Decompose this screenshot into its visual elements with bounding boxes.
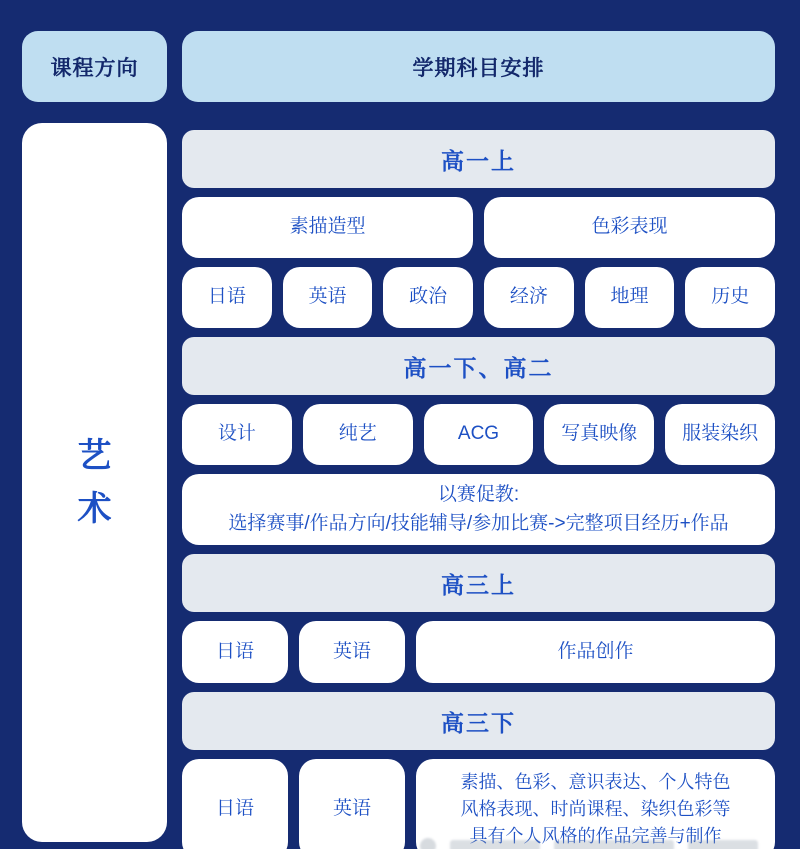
category-art-box xyxy=(22,123,167,842)
description-line: 风格表现、时尚课程、染织色彩等 xyxy=(460,798,731,819)
subject-row xyxy=(182,267,775,328)
subject-box: 设计 xyxy=(182,404,292,465)
description-line: 以赛促教: xyxy=(437,484,520,505)
description-box xyxy=(182,474,775,545)
grade-header: 高三上 xyxy=(182,554,775,612)
grade-header: 高三下 xyxy=(182,692,775,750)
schedule-column xyxy=(182,123,775,849)
subject-box: 英语 xyxy=(283,267,373,328)
description-box xyxy=(416,759,775,849)
subject-box: 地理 xyxy=(585,267,675,328)
subject-box: 素描造型 xyxy=(182,197,473,258)
grade-header: 高一下、高二 xyxy=(182,337,775,395)
top-header-row xyxy=(22,31,775,102)
subject-box: 写真映像 xyxy=(544,404,654,465)
subject-box: 英语 xyxy=(299,759,405,849)
subject-box: 日语 xyxy=(182,267,272,328)
course-direction-header: 课程方向 xyxy=(22,31,167,102)
subject-row xyxy=(182,474,775,545)
subject-box: 经济 xyxy=(484,267,574,328)
subject-box: 英语 xyxy=(299,621,405,683)
main-content xyxy=(22,123,775,849)
subject-row xyxy=(182,404,775,465)
subject-box: 日语 xyxy=(182,759,288,849)
subject-box: 服装染织 xyxy=(665,404,775,465)
subject-box: ACG xyxy=(424,404,534,465)
description-line: 选择赛事/作品方向/技能辅导/参加比赛->完整项目经历+作品 xyxy=(228,512,729,534)
subject-box: 纯艺 xyxy=(303,404,413,465)
subject-box: 历史 xyxy=(685,267,775,328)
category-char: 术 xyxy=(77,489,112,528)
subject-row xyxy=(182,197,775,258)
description-line: 具有个人风格的作品完善与制作 xyxy=(469,825,722,846)
subject-row xyxy=(182,621,775,683)
description-line: 素描、色彩、意识表达、个人特色 xyxy=(460,771,731,792)
subject-box: 色彩表现 xyxy=(484,197,775,258)
semester-schedule-header: 学期科目安排 xyxy=(182,31,775,102)
subject-box: 政治 xyxy=(383,267,473,328)
subject-box: 作品创作 xyxy=(416,621,775,683)
subject-row xyxy=(182,759,775,849)
grade-header: 高一上 xyxy=(182,130,775,188)
category-char: 艺 xyxy=(77,436,112,475)
subject-box: 日语 xyxy=(182,621,288,683)
category-art-label xyxy=(78,430,112,535)
